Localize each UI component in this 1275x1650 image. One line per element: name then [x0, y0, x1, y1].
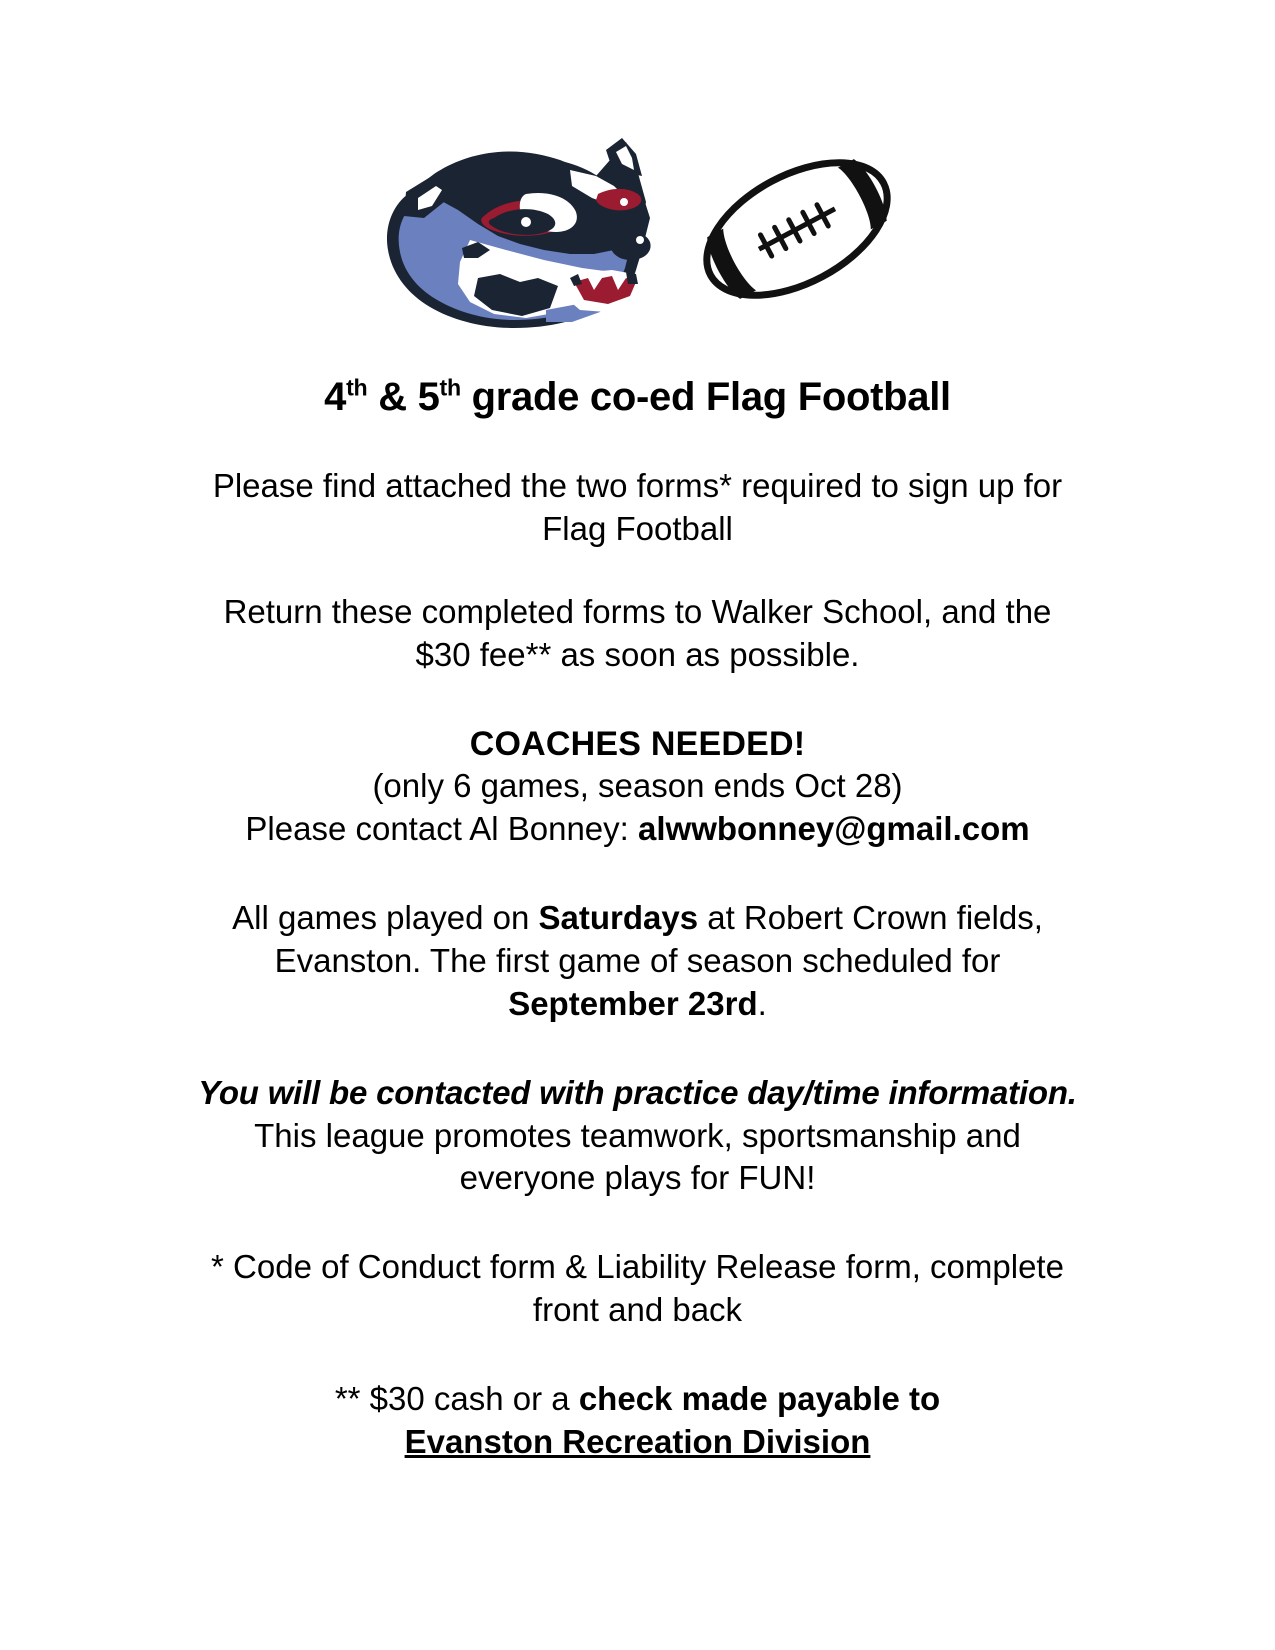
footnote-single-star-line2: front and back	[532, 1291, 743, 1329]
practice-notice: You will be contacted with practice day/time information.	[198, 1073, 1077, 1111]
football-icon	[692, 132, 902, 327]
games-venue-text: at Robert Crown fields,	[698, 899, 1043, 937]
games-location-line2: Evanston. The first game of season scheduled for	[274, 941, 1001, 979]
first-game-date-period: .	[757, 984, 767, 1022]
spacer	[0, 551, 1275, 591]
husky-mascot-icon	[374, 132, 656, 337]
spacer	[0, 1200, 1275, 1246]
footnote-double-star-line1	[0, 1378, 1275, 1421]
page-title	[0, 376, 1275, 419]
league-values-line2: everyone plays for FUN!	[459, 1159, 816, 1197]
spacer	[0, 1332, 1275, 1378]
games-day-saturdays: Saturdays	[538, 899, 699, 937]
games-first-date-line	[0, 983, 1275, 1026]
games-location-line1	[0, 897, 1275, 940]
games-prefix-text: All games played on	[232, 899, 539, 937]
footnote-check-bold: check made payable to	[578, 1380, 941, 1418]
coaches-needed-heading: COACHES NEEDED!	[469, 724, 806, 763]
contact-prefix-text: Please contact Al Bonney:	[245, 810, 638, 848]
header-artwork	[0, 132, 1275, 352]
contact-email-link[interactable]: alwwbonney@gmail.com	[638, 810, 1030, 848]
forms-paragraph-line1: Please find attached the two forms* required to sign up for	[212, 467, 1063, 505]
return-paragraph-line2: $30 fee** as soon as possible.	[415, 635, 860, 673]
contact-line	[0, 808, 1275, 851]
league-values-line1: This league promotes teamwork, sportsmanship and	[254, 1116, 1021, 1154]
title-grade-4: 4	[324, 375, 347, 419]
spacer	[0, 851, 1275, 897]
spacer	[0, 1026, 1275, 1072]
payee-name: Evanston Recreation Division	[404, 1423, 871, 1461]
spacer	[0, 677, 1275, 723]
flyer-body	[0, 376, 1275, 1464]
first-game-date: September 23rd	[508, 984, 758, 1022]
footnote-single-star-line1: * Code of Conduct form & Liability Release form, complete	[211, 1248, 1064, 1286]
coaches-season-note: (only 6 games, season ends Oct 28)	[372, 767, 903, 805]
title-ordinal-th-1: th	[346, 374, 368, 401]
title-ordinal-th-2: th	[439, 374, 461, 401]
spacer	[0, 419, 1275, 465]
forms-paragraph-line2: Flag Football	[542, 510, 733, 548]
title-suffix: grade co-ed Flag Football	[460, 375, 951, 419]
title-middle: & 5	[367, 375, 440, 419]
footnote-double-star-line2	[0, 1421, 1275, 1464]
return-paragraph-line1: Return these completed forms to Walker School, and the	[223, 592, 1052, 630]
footnote-cash-text: ** $30 cash or a	[334, 1380, 579, 1418]
